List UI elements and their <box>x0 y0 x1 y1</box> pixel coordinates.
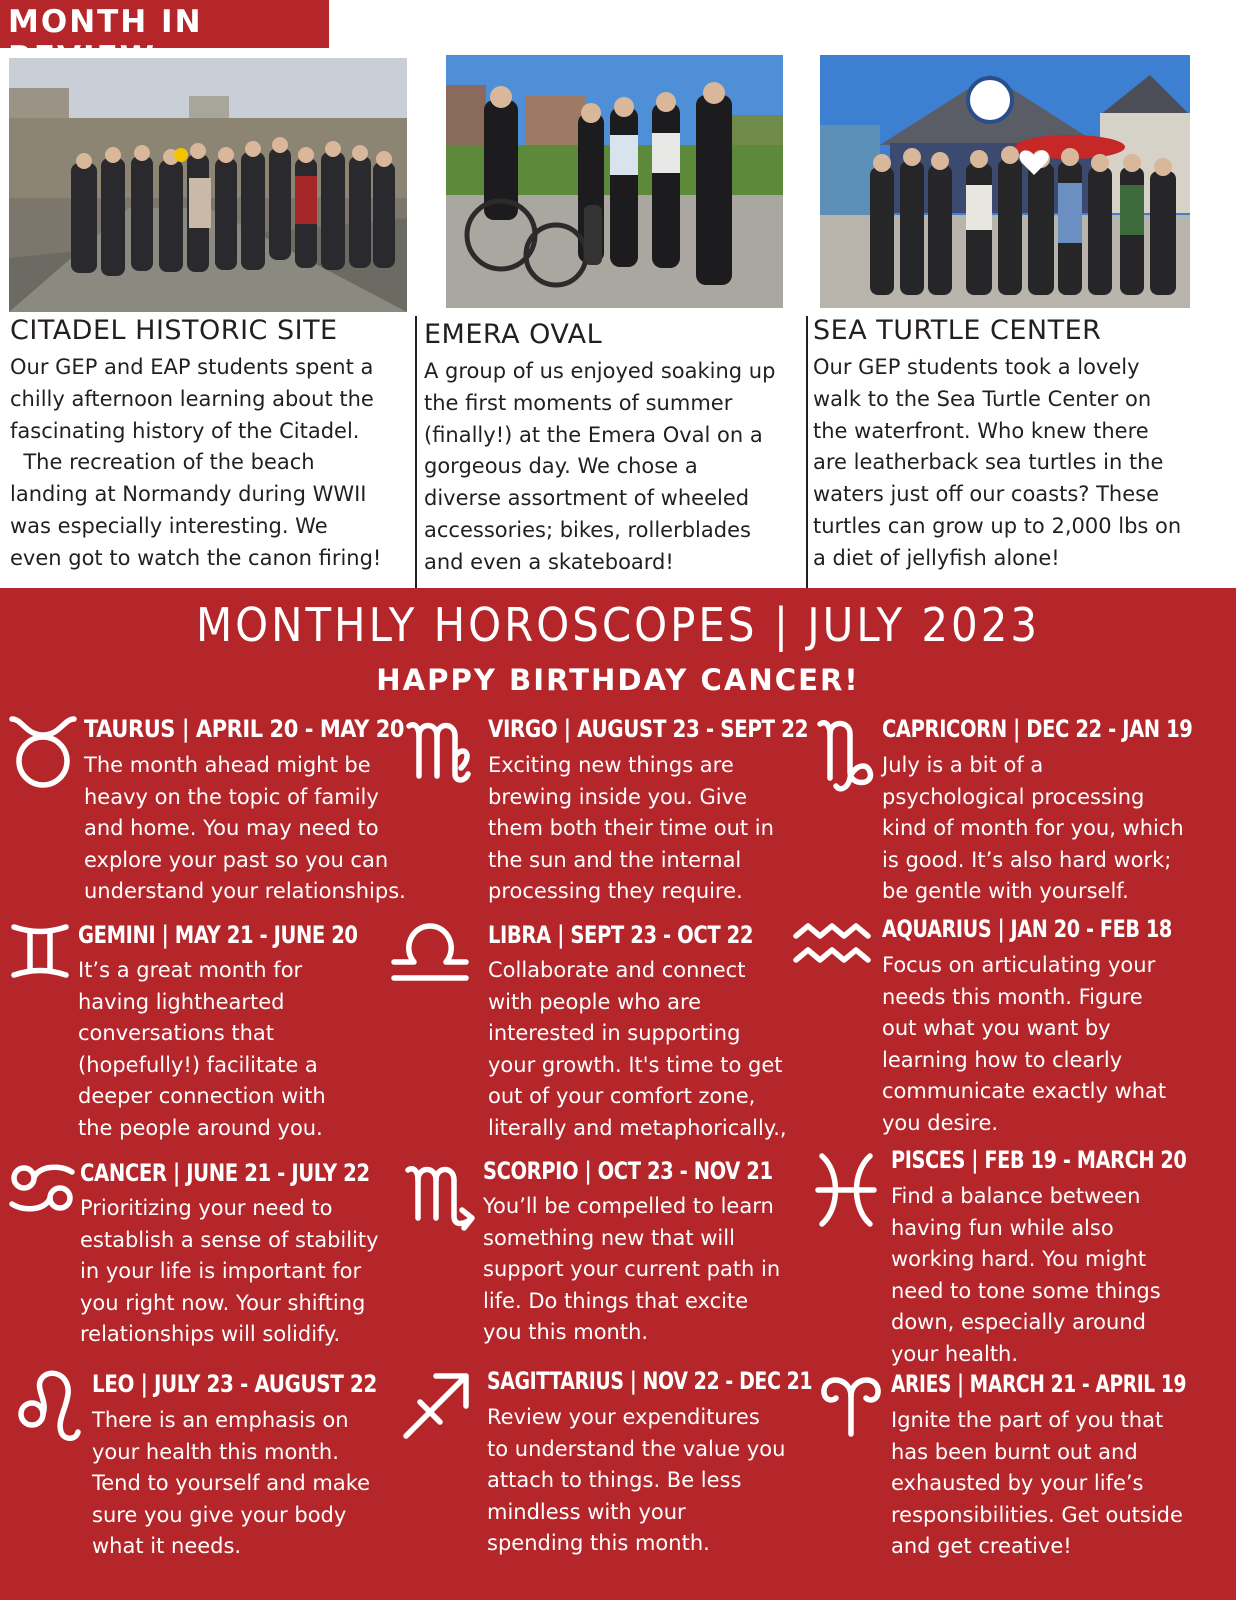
pisces-text: Find a balance between having fun while also working hard. You might need to tone some things down, especially around your health. <box>891 1184 1161 1366</box>
cancer-text: Prioritizing your need to establish a sense of stability in your life is important for you right now. Your shifting relationships will solidify. <box>80 1196 379 1347</box>
gemini-icon <box>10 921 70 981</box>
sagittarius-heading: SAGITTARIUS | NOV 22 - DEC 21 <box>487 1367 813 1395</box>
emera-oval-photo <box>446 55 783 308</box>
scorpio-text: You’ll be compelled to learn something new that will support your current path in life. Do things that excite you this month. <box>483 1194 781 1345</box>
emera-oval-description: A group of us enjoyed soaking up the first moments of summer (finally!) at the Emera Oval on a gorgeous day. We chose a diverse assortment of wheeled accessories; bikes, rollerblades and even a skateboard! <box>424 359 776 574</box>
aquarius-heading: AQUARIUS | JAN 20 - FEB 18 <box>882 915 1172 943</box>
citadel-photo <box>9 58 407 312</box>
leo-heading: LEO | JULY 23 - AUGUST 22 <box>92 1370 377 1398</box>
scorpio-heading: SCORPIO | OCT 23 - NOV 21 <box>483 1157 773 1185</box>
leo-text: There is an emphasis on your health this month. Tend to yourself and make sure you give your body what it needs. <box>92 1408 371 1559</box>
taurus-heading: TAURUS | APRIL 20 - MAY 20 <box>84 715 405 743</box>
citadel-description: Our GEP and EAP students spent a chilly afternoon learning about the fascinating history of the Citadel. The recreation of the beach landing at Normandy during WWII was especially interesting. We even got to watch the canon firing! <box>10 355 382 570</box>
sea-turtle-title: SEA TURTLE CENTER <box>813 315 1102 346</box>
banner-label: MONTH IN <box>8 4 203 40</box>
aries-heading: ARIES | MARCH 21 - APRIL 19 <box>891 1370 1187 1398</box>
sagittarius-text: Review your expenditures to understand the value you attach to things. Be less mindless with your spending this month. <box>487 1405 786 1556</box>
leo-icon <box>16 1370 82 1442</box>
column-divider <box>806 316 808 588</box>
virgo-icon <box>405 716 471 784</box>
month-in-review-banner <box>0 0 329 48</box>
pisces-heading: PISCES | FEB 19 - MARCH 20 <box>891 1146 1187 1174</box>
cancer-icon <box>8 1160 76 1216</box>
scorpio-icon <box>404 1160 476 1232</box>
sea-turtle-description: Our GEP students took a lovely walk to the Sea Turtle Center on the waterfront. Who knew there are leatherback sea turtles in the waters just off our coasts? These turtles can grow up to 2,000 lbs on a diet of jellyfish alone! <box>813 355 1182 570</box>
aquarius-text: Focus on articulating your needs this month. Figure out what you want by learning how to clearly communicate exactly what you desire. <box>882 953 1167 1135</box>
gemini-text: It’s a great month for having lighthearted conversations that (hopefully!) facilitate a deeper connection with the people around you. <box>78 958 326 1140</box>
capricorn-icon <box>816 716 876 794</box>
virgo-heading: VIRGO | AUGUST 23 - SEPT 22 <box>488 715 809 743</box>
sea-turtle-center-photo <box>820 55 1190 308</box>
gemini-heading: GEMINI | MAY 21 - JUNE 20 <box>78 921 358 949</box>
horoscopes-title: MONTHLY HOROSCOPES | JULY 2023 <box>195 598 1041 652</box>
emera-oval-title: EMERA OVAL <box>424 319 603 350</box>
aries-text: Ignite the part of you that has been burnt out and exhausted by your life’s responsibilities. Get outside and get creative! <box>891 1408 1183 1559</box>
cancer-heading: CANCER | JUNE 21 - JULY 22 <box>80 1159 370 1187</box>
column-divider <box>415 316 417 588</box>
taurus-icon <box>8 713 78 789</box>
libra-heading: LIBRA | SEPT 23 - OCT 22 <box>488 921 754 949</box>
libra-icon <box>390 918 470 984</box>
horoscopes-subtitle: HAPPY BIRTHDAY CANCER! <box>376 663 860 697</box>
taurus-text: The month ahead might be heavy on the topic of family and home. You may need to explore your past so you can understand your relationships. <box>84 753 406 904</box>
virgo-text: Exciting new things are brewing inside you. Give them both their time out in the sun and the internal processing they require. <box>488 753 774 904</box>
capricorn-text: July is a bit of a psychological processing kind of month for you, which is good. It’s also hard work; be gentle with yourself. <box>882 753 1184 904</box>
citadel-title: CITADEL HISTORIC SITE <box>10 315 338 346</box>
aquarius-icon <box>792 920 872 968</box>
sagittarius-icon <box>400 1370 472 1442</box>
capricorn-heading: CAPRICORN | DEC 22 - JAN 19 <box>882 715 1193 743</box>
pisces-icon <box>814 1152 878 1228</box>
libra-text: Collaborate and connect with people who are interested in supporting your growth. It's time to get out of your comfort zone, literally and metaphorically., <box>488 958 787 1140</box>
aries-icon <box>818 1372 884 1438</box>
